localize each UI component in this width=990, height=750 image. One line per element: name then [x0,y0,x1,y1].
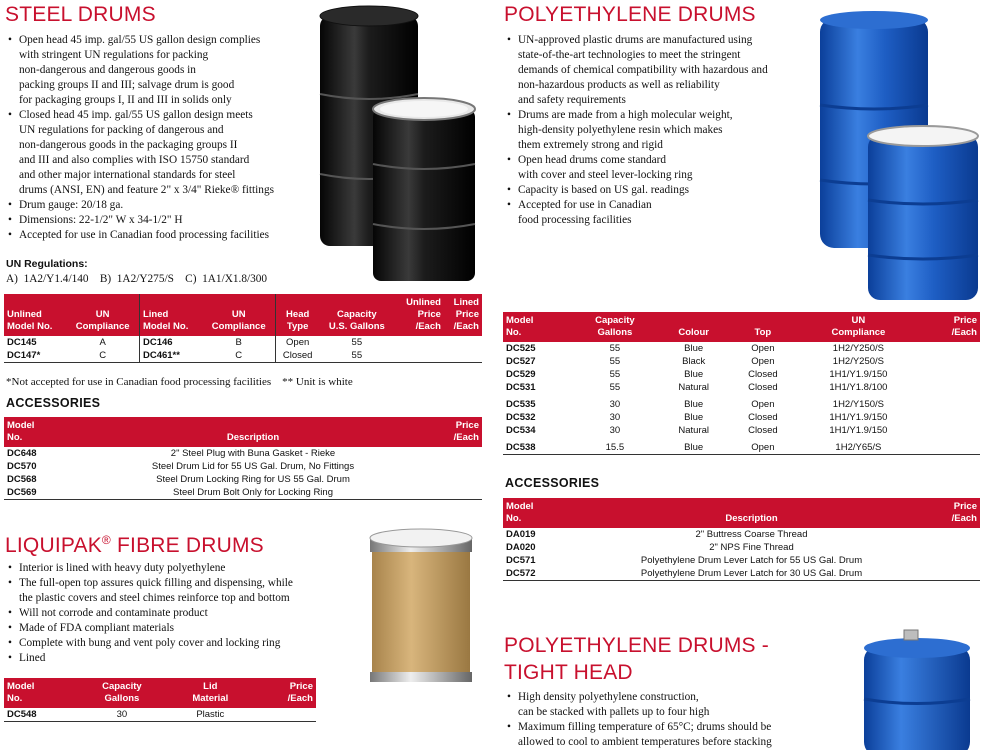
list-item: • The full-open top assures quick filling and dispensing, while the plastic covers and steel chimes reinforce top and bottom [6,576,356,606]
table-cell: Polyethylene Drum Lever Latch for 55 US Gal. Drum [640,555,863,566]
list-item: • Open head 45 imp. gal/55 US gallon design complies with stringent UN regulations for packing non-dangerous and dangerous goods in packing groups II and III; salvage drum is good for packaging groups I, II and III in solids only [6,33,326,108]
list-item: • Drums are made from a high molecular weight, high-density polyethylene resin which makes them extremely strong and rigid [505,108,815,153]
poly-drums-title: POLYETHYLENE DRUMS [504,3,756,26]
table-cell: 30 [609,412,621,423]
table-cell [442,473,482,486]
table-row [4,708,316,722]
fibre-title-rest: FIBRE DRUMS [110,534,264,557]
table-cell: Natural [678,425,709,436]
table-cell: DC548 [7,709,37,720]
col-header: UN Compliance [202,294,275,336]
table-cell [394,349,444,363]
table-cell [442,486,482,500]
tight-head-drum-image [860,624,975,750]
table-cell: DC648 [7,448,37,459]
table-cell: Closed [748,369,778,380]
table-cell [940,528,980,542]
table-cell: 1H1/Y1.9/150 [829,369,888,380]
table-cell: Open [751,399,775,410]
table-cell: DC535 [506,399,536,410]
steel-footnote: *Not accepted for use in Canadian food processing facilities ** Unit is white [6,376,353,388]
table-cell [920,381,980,394]
steel-drums-features [6,33,326,243]
table-cell: 55 [609,356,621,367]
col-header: Description [725,513,778,524]
list-item: • Made of FDA compliant materials [6,621,356,636]
table-cell [444,336,482,350]
table-cell [394,336,444,350]
list-item: • Closed head 45 imp. gal/55 US gallon design meets UN regulations for packing of dangerous and non-dangerous goods in the packaging groups II and III and also complies with ISO 15750 standard and other major international standards for steel drums (ANSI, EN) and feature 2" x 3/4" Rieke® fittings [6,108,326,198]
poly-accessories-table [503,498,980,581]
table-cell: DC527 [506,356,536,367]
table-row [4,473,482,486]
list-item: • UN-approved plastic drums are manufactured using state-of-the-art technologies to meet the stringent demands of chemical compatibility with hazardous and non-hazardous products as well as reliability and safety requirements [505,33,815,108]
table-cell: 15.5 [605,442,625,453]
registered-mark: ® [101,533,111,547]
table-cell: 1H1/Y1.9/150 [829,412,888,423]
table-row [4,486,482,500]
table-cell: DC532 [506,412,536,423]
table-cell: 30 [609,399,621,410]
list-item: • Capacity is based on US gal. readings [505,183,815,198]
table-cell: 1H2/Y150/S [832,399,885,410]
table-row [503,424,980,437]
table-cell: DC529 [506,369,536,380]
fibre-drums-title [5,533,264,558]
col-header: Capacity Gallons [102,681,142,704]
steel-accessories-heading: ACCESSORIES [6,396,101,410]
table-cell: 1H2/Y65/S [835,442,882,453]
table-cell [920,411,980,424]
table-cell: Open [751,343,775,354]
col-header: Price /Each [453,420,479,443]
table-cell: DC570 [7,461,37,472]
table-cell: DC571 [506,555,536,566]
table-cell: Closed [748,425,778,436]
table-cell: 30 [116,709,128,720]
table-cell: Black [682,356,706,367]
table-cell: Closed [748,382,778,393]
table-cell: 1H2/Y250/S [832,356,885,367]
table-row [4,349,482,363]
table-cell: DC534 [506,425,536,436]
table-cell [253,708,316,722]
table-cell: DC147* [7,350,41,361]
col-header: Capacity U.S. Gallons [328,309,385,332]
table-cell: DA020 [506,542,536,553]
table-cell: 55 [351,337,363,348]
tight-head-title [504,632,769,686]
poly-drums-image [816,10,986,305]
table-cell: DC569 [7,487,37,498]
table-cell [920,424,980,437]
col-header: Description [226,432,280,443]
steel-accessories-table [4,417,482,500]
table-row [503,437,980,455]
table-cell: 55 [609,369,621,380]
tight-head-drum-icon [860,624,975,750]
table-row [503,567,980,581]
table-cell [940,541,980,554]
steel-drums-image [318,4,478,284]
table-cell: Plastic [196,709,225,720]
table-cell: Blue [684,442,704,453]
table-row [503,381,980,394]
poly-drum-icon [816,10,986,305]
list-item: • Will not corrode and contaminate product [6,606,356,621]
table-cell: Open [751,356,775,367]
table-cell [920,394,980,411]
table-cell: 55 [609,382,621,393]
table-cell: 2" Steel Plug with Buna Gasket - Rieke [170,448,336,459]
poly-drums-table [503,312,980,455]
list-item: • Drum gauge: 20/18 ga. [6,198,326,213]
col-header: Price /Each [287,681,313,704]
table-row [503,355,980,368]
col-header: UN Compliance [66,294,139,336]
col-header: Model No. [506,501,534,524]
fibre-title-brand: LIQUIPAK [5,534,102,557]
table-cell: B [202,336,275,350]
col-header: Colour [678,327,709,338]
table-cell [442,460,482,473]
col-header: Model No. [7,681,35,704]
table-row [503,411,980,424]
col-header: Unlined Model No. [7,309,53,332]
col-header: UN Compliance [831,315,886,338]
table-cell: 30 [609,425,621,436]
table-cell: DC145 [7,337,37,348]
table-row [4,336,482,350]
poly-drums-features [505,33,815,228]
table-cell: Open [751,442,775,453]
steel-drum-icon [318,4,478,284]
col-header: Top [754,327,772,338]
table-row [503,554,980,567]
table-cell: DC572 [506,568,536,579]
table-cell: Open [286,337,310,348]
col-header: Model No. [506,315,534,338]
col-header: Model No. [7,420,35,443]
steel-drums-table [4,294,482,363]
table-row [4,460,482,473]
table-cell: Polyethylene Drum Lever Latch for 30 US Gal. Drum [640,568,863,579]
table-cell: DC525 [506,343,536,354]
table-cell: C [66,349,139,363]
table-cell [920,368,980,381]
list-item: • Lined [6,651,356,666]
table-cell [940,567,980,581]
col-header: Lined Price /Each [453,297,479,332]
table-cell: Closed [748,412,778,423]
table-cell: Blue [684,399,704,410]
table-cell: Natural [678,382,709,393]
list-item: • Maximum filling temperature of 65°C; drums should be allowed to cool to ambient temperatures before stacking [505,720,850,750]
table-cell: Blue [684,369,704,380]
poly-accessories-heading: ACCESSORIES [505,476,600,490]
col-header: Price /Each [951,315,977,338]
table-cell [920,355,980,368]
tight-head-title-line1: POLYETHYLENE DRUMS - [504,634,769,657]
table-cell: DC531 [506,382,536,393]
un-regulations-label: UN Regulations: [6,258,88,270]
table-cell: Blue [684,412,704,423]
list-item: • Dimensions: 22-1/2" W x 34-1/2" H [6,213,326,228]
list-item: • Accepted for use in Canadian food processing facilities [6,228,326,243]
table-row [503,342,980,356]
table-cell: A [66,336,139,350]
fibre-drums-features [6,561,356,666]
table-cell: 1H2/Y250/S [832,343,885,354]
list-item: • Accepted for use in Canadian food processing facilities [505,198,815,228]
fibre-drum-icon [366,526,476,686]
table-cell: 2" Buttress Coarse Thread [695,529,808,540]
list-item: • Open head drums come standard with cover and steel lever-locking ring [505,153,815,183]
un-regulations-values: A) 1A2/Y1.4/140 B) 1A2/Y275/S C) 1A1/X1.8/300 [6,273,268,285]
table-cell [442,447,482,461]
table-cell [920,342,980,356]
table-cell: C [202,349,275,363]
col-header: Price /Each [951,501,977,524]
col-header: Capacity Gallons [595,315,635,338]
table-cell: 1H1/Y1.8/100 [829,382,888,393]
col-header: Head Type [286,309,310,332]
fibre-drum-image [366,526,476,686]
table-cell: DC146 [142,337,173,348]
table-row [4,447,482,461]
table-cell: Blue [684,343,704,354]
list-item: • High density polyethylene construction, can be stacked with pallets up to four high [505,690,850,720]
table-cell: 2" NPS Fine Thread [709,542,794,553]
table-row [503,394,980,411]
col-header: Lid Material [192,681,229,704]
table-cell: Steel Drum Bolt Only for Locking Ring [173,487,333,498]
col-header: Lined Model No. [142,309,189,332]
table-cell: 55 [609,343,621,354]
tight-head-title-line2: TIGHT HEAD [504,661,633,684]
table-cell [920,437,980,455]
table-cell: Steel Drum Lid for 55 US Gal. Drum, No Fittings [151,461,355,472]
fibre-drums-table [4,678,316,722]
table-cell: 55 [351,350,363,361]
table-cell [940,554,980,567]
table-cell [444,349,482,363]
table-cell: 1H1/Y1.9/150 [829,425,888,436]
list-item: • Complete with bung and vent poly cover and locking ring [6,636,356,651]
table-cell: Closed [282,350,313,361]
steel-drums-title: STEEL DRUMS [5,3,156,26]
table-cell: DA019 [506,529,536,540]
col-header: Unlined Price /Each [406,297,441,332]
list-item: • Interior is lined with heavy duty polyethylene [6,561,356,576]
table-cell: DC461** [142,350,180,361]
table-row [503,528,980,542]
table-cell: DC568 [7,474,37,485]
table-cell: Steel Drum Locking Ring for US 55 Gal. Drum [156,474,350,485]
table-cell: DC538 [506,442,536,453]
tight-head-features [505,690,850,750]
table-row [503,541,980,554]
table-row [503,368,980,381]
